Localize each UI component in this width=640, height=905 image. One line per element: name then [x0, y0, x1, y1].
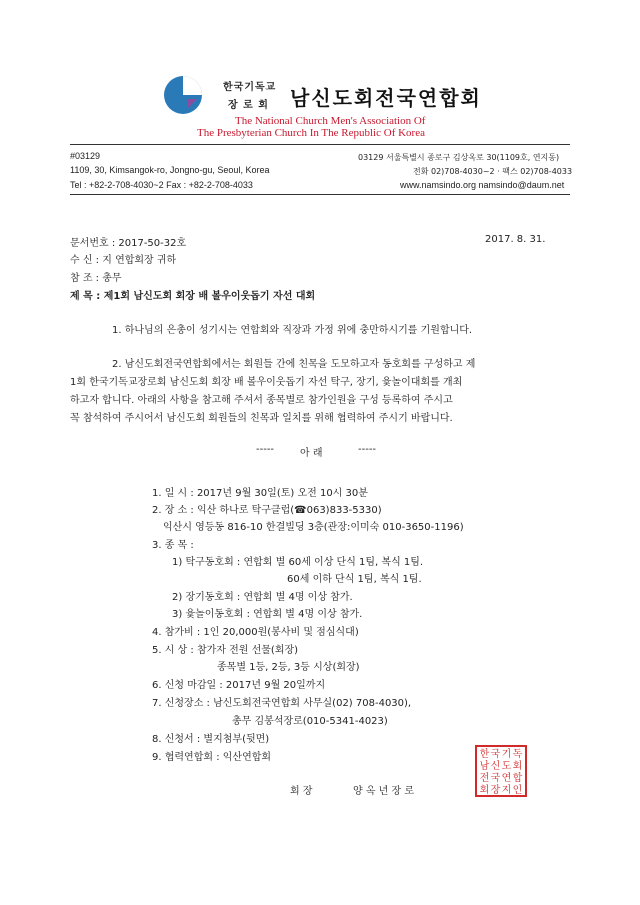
item-deadline: 6. 신청 마감일 : 2017년 9월 20일까지: [152, 680, 326, 691]
address-ko-street: 03129 서울특별시 종로구 김상옥로 30(1109호, 연지동): [358, 153, 560, 162]
official-seal-stamp: 한 국 기 독 남 신 도 회 전 국 연 합 회 장 지 인: [475, 745, 527, 797]
doc-reference: 참 조 : 총무: [70, 273, 122, 284]
item-events-janggi: 2) 장기동호회 : 연합회 별 4명 이상 참가.: [172, 592, 353, 603]
item-events: 3. 종 목 :: [152, 540, 194, 551]
item-application-place: 7. 신청장소 : 남신도회전국연합회 사무실(02) 708-4030),: [152, 698, 412, 709]
body-paragraph-2-line4: 꼭 참석하여 주시어서 남신도회 회원들의 친목과 일치를 위해 협력하여 주시기 바랍니다.: [70, 413, 453, 424]
address-en-phone: Tel : +82-2-708-4030~2 Fax : +82-2-708-4033: [70, 180, 253, 190]
body-paragraph-2-line1: 2. 남신도회전국연합회에서는 회원들 간에 친목을 도모하고자 동호회를 구성하고 제: [112, 359, 476, 370]
doc-date: 2017. 8. 31.: [485, 234, 546, 245]
org-denomination-line1: 한국기독교: [223, 82, 277, 93]
item-datetime: 1. 일 시 : 2017년 9월 30일(토) 오전 10시 30분: [152, 488, 368, 499]
org-english-line1: The National Church Men's Association Of: [235, 115, 426, 127]
signature-name: 양 옥 년 장 로: [353, 786, 415, 797]
item-venue-address: 익산시 영등동 816-10 한결빌딩 3층(관장:이미숙 010-3650-1196): [163, 522, 464, 533]
item-cooperating-assoc: 9. 협력연합회 : 익산연합회: [152, 752, 272, 763]
item-application-contact: 총무 김봉석장로(010-5341-4023): [232, 716, 388, 727]
item-fee: 4. 참가비 : 1인 20,000원(봉사비 및 점심식대): [152, 627, 359, 638]
org-denomination-line2: 장 로 회: [228, 100, 269, 111]
doc-recipient: 수 신 : 지 연합회장 귀하: [70, 255, 177, 266]
address-ko-phone: 전화 02)708-4030~2 · 팩스 02)708-4033: [413, 167, 573, 176]
letterhead-divider-top: [70, 144, 570, 145]
body-paragraph-1: 1. 하나님의 은총이 성기시는 연합회와 직장과 가정 위에 충만하시기를 기원합니다.: [112, 325, 473, 336]
address-web-email: www.namsindo.org namsindo@daum.net: [400, 180, 565, 190]
letterhead-divider-bottom: [70, 194, 570, 195]
org-english-line2: The Presbyterian Church In The Republic Of Korea: [197, 127, 425, 139]
org-name-title: 남신도회전국연합회: [290, 86, 482, 110]
item-awards: 5. 시 상 : 참가자 전원 선물(회장): [152, 645, 299, 656]
signature-title: 회 장: [290, 786, 313, 797]
body-paragraph-2-line3: 하고자 합니다. 아래의 사항을 참고해 주셔서 종목별로 참가인원을 구성 등록하여 주시고: [70, 395, 453, 406]
item-events-tabletennis: 1) 탁구동호회 : 연합회 별 60세 이상 단식 1팀, 복식 1팀.: [172, 557, 424, 568]
organization-logo-icon: [163, 75, 203, 115]
body-paragraph-2-line2: 1회 한국기독교장로회 남신도회 회장 배 볼우이웃돕기 자선 탁구, 장기, 윷놀이대회를 개최: [70, 377, 463, 388]
item-venue: 2. 장 소 : 익산 하나로 탁구클럽(☎063)833-5330): [152, 505, 382, 516]
below-dashes-right: -----: [358, 444, 377, 455]
doc-number: 문서번호 : 2017-50-32호: [70, 238, 187, 249]
item-events-tabletennis-under60: 60세 이하 단식 1팀, 복식 1팀.: [287, 574, 422, 585]
address-en-postcode: #03129: [70, 151, 101, 161]
address-en-street: 1109, 30, Kimsangok-ro, Jongno-gu, Seoul, Korea: [70, 165, 270, 175]
below-dashes-left: -----: [256, 444, 275, 455]
doc-subject: 제 목 : 제1회 남신도회 회장 배 볼우이웃돕기 자선 대회: [70, 291, 316, 302]
item-awards-detail: 종목별 1등, 2등, 3등 시상(회장): [217, 662, 360, 673]
item-application-form: 8. 신청서 : 별지첨부(뒷면): [152, 734, 270, 745]
below-label: 아 래: [300, 448, 323, 459]
item-events-yut: 3) 윷놀이동호회 : 연합회 별 4명 이상 참가.: [172, 609, 363, 620]
